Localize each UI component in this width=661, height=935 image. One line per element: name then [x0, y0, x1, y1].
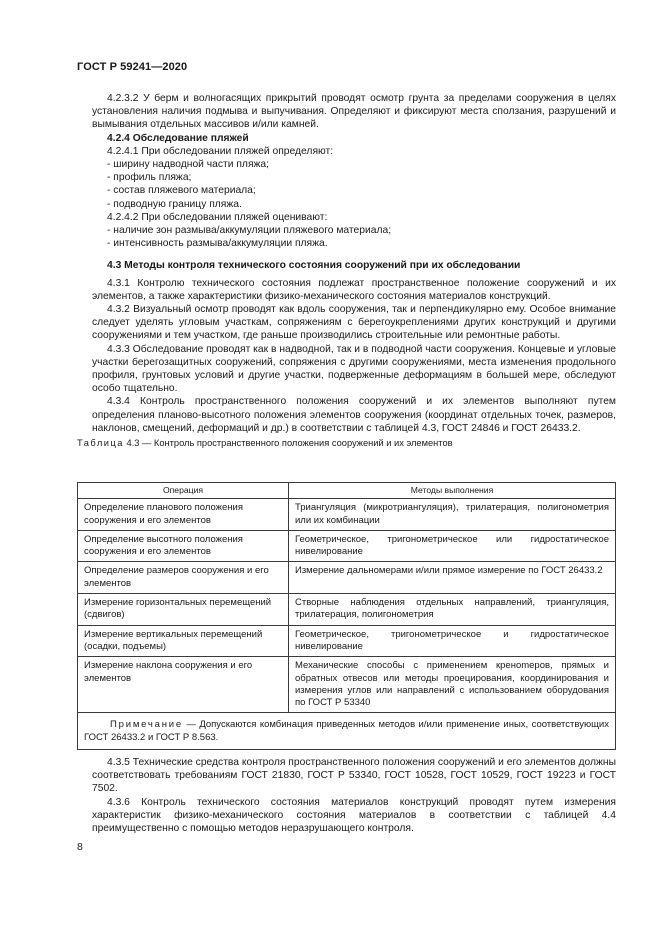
paragraph-4-2-4-1: 4.2.4.1 При обследовании пляжей определяют:	[107, 145, 334, 157]
table-note	[78, 713, 616, 750]
note-word: Примечание	[110, 719, 183, 731]
methods-cell: Измерение дальномерами и/или прямое измерение по ГОСТ 26433.2	[289, 562, 616, 594]
paragraph-4-3-2: 4.3.2 Визуальный осмотр проводят как вдоль сооружения, так и перпендикулярно ему. Особое внимание следует уделять угловым участкам, сопряжениям с берегоукреплениями других конструкций и другими сооружениями и тем участком, где раньше производились строительные или ремонтные работы.	[92, 304, 616, 342]
table-row	[78, 499, 616, 531]
table-note-row	[78, 713, 616, 750]
paragraph-4-3-1: 4.3.1 Контролю технического состояния подлежат пространственное положение сооружений и их элементов, а также характеристики физико-механического состояния материалов конструкций.	[92, 277, 616, 302]
operation-cell: Измерение вертикальных перемещений (осадки, подъемы)	[78, 625, 289, 657]
list-item: - профиль пляжа;	[107, 172, 192, 184]
list-item: - подводную границу пляжа.	[107, 198, 242, 210]
table-row	[78, 625, 616, 657]
list-item: - ширину надводной части пляжа;	[107, 159, 269, 171]
table-caption-text: 4.3 — Контроль пространственного положения сооружений и их элементов	[123, 438, 453, 448]
table-row	[78, 530, 616, 562]
list-item: - интенсивность размыва/аккумуляции пляжа.	[107, 238, 328, 250]
methods-cell: Створные наблюдения отдельных направлений, триангуляция, трилатерация, полигонометрия	[289, 594, 616, 626]
control-table	[77, 482, 616, 750]
methods-cell: Механические способы с применением кренomеров, прямых и обратных отвесов или методы проецирования, координирования и измерения углов или направлений с использованием оборудования по ГОСТ Р 53340	[289, 657, 616, 713]
note-text: — Допускаются комбинация приведенных методов и/или применение иных, соответствующих ГОСТ 26433.2 и ГОСТ Р 8.563.	[84, 719, 609, 743]
operation-cell: Определение высотного положения сооружения и его элементов	[78, 530, 289, 562]
column-header-methods: Методы выполнения	[289, 483, 616, 499]
table-row	[78, 562, 616, 594]
methods-cell: Геометрическое, тригонометрическое или гидростатическое нивелирование	[289, 530, 616, 562]
paragraph-4-2-3-2: 4.2.3.2 У берм и волногасящих прикрытий проводят осмотр грунта за пределами сооружения в целях установления наличия подмыва и выпучивания. Определяют и фиксируют места сползания, разрушений и вымывания отдельных массивов и/или камней.	[92, 93, 616, 131]
paragraph-4-3-4: 4.3.4 Контроль пространственного положения сооружений и их элементов выполняют путем определения планово-высотного положения элементов сооружения (координат отдельных точек, размеров, наклонов, смещений, деформаций и др.) в соответствии с таблицей 4.3, ГОСТ 24846 и ГОСТ 26433.2.	[92, 396, 616, 434]
paragraph-4-3-3: 4.3.3 Обследование проводят как в надводной, так и в подводной части сооружения. Концевые и угловые участки берегозащитных сооружений, сопряжения с другими сооружениями, места изменения продольного профиля, грунтовых условий и другие участки, подверженные деформациям в большей мере, обследуют особо тщательно.	[92, 343, 616, 395]
body-text	[92, 92, 616, 435]
page-number: 8	[77, 841, 83, 853]
operation-cell: Определение планового положения сооружения и его элементов	[78, 499, 289, 531]
list-item: - состав пляжевого материала;	[107, 185, 256, 197]
document-header: ГОСТ Р 59241—2020	[77, 61, 188, 73]
heading-4-2-4: 4.2.4 Обследование пляжей	[107, 132, 249, 144]
body-text-after-table	[92, 756, 616, 835]
methods-cell: Триангуляция (микротриангуляция), трилатерация, полигонометрия или их комбинации	[289, 499, 616, 531]
list-item: - наличие зон размыва/аккумуляции пляжевого материала;	[107, 225, 392, 237]
operation-cell: Измерение горизонтальных перемещений (сдвигов)	[78, 594, 289, 626]
operation-cell: Определение размеров сооружения и его элементов	[78, 562, 289, 594]
heading-4-3: 4.3 Методы контроля технического состояния сооружений при их обследовании	[107, 260, 521, 272]
operation-cell: Измерение наклона сооружения и его элементов	[78, 657, 289, 713]
methods-cell: Геометрическое, тригонометрическое и гидростатическое нивелирование	[289, 625, 616, 657]
paragraph-4-2-4-2: 4.2.4.2 При обследовании пляжей оценивают:	[107, 211, 328, 223]
table-row	[78, 657, 616, 713]
column-header-operation: Операция	[78, 483, 289, 499]
table-header-row	[78, 483, 616, 499]
table-caption	[77, 437, 617, 450]
paragraph-4-3-5: 4.3.5 Технические средства контроля пространственного положения сооружений и его элементов должны соответствовать требованиям ГОСТ 21830, ГОСТ Р 53340, ГОСТ 10528, ГОСТ 10529, ГОСТ 19223 и ГОСТ 7502.	[92, 757, 616, 795]
paragraph-4-3-6: 4.3.6 Контроль технического состояния материалов конструкций проводят путем измерения характеристик физико-механического состояния материалов в соответствии с таблицей 4.4 преимущественно с помощью методов неразрушающего контроля.	[92, 796, 616, 835]
table-caption-word: Таблица	[77, 438, 124, 448]
table-row	[78, 594, 616, 626]
